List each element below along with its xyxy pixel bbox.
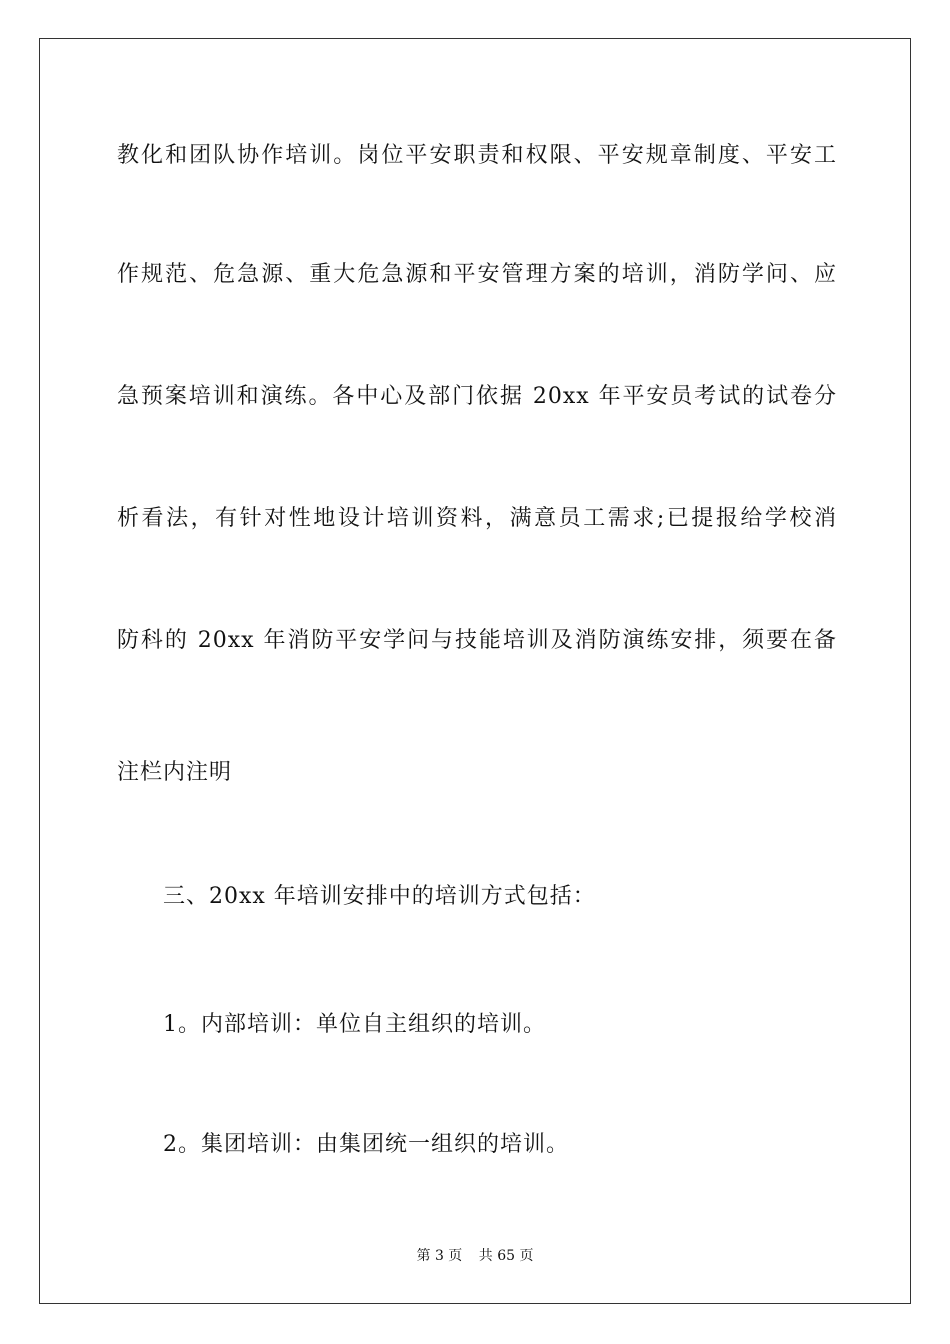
current-page-label: 第 3 页 [416, 1248, 463, 1264]
paragraph-line-1: 教化和团队协作培训。岗位平安职责和权限、平安规章制度、平安工 [117, 143, 837, 168]
page-border [39, 38, 911, 1304]
paragraph-line-4: 析看法，有针对性地设计培训资料，满意员工需求;已提报给学校消 [117, 506, 837, 531]
paragraph-line-2: 作规范、危急源、重大危急源和平安管理方案的培训，消防学问、应 [117, 262, 837, 287]
list-item-1: 1。内部培训：单位自主组织的培训。 [163, 1012, 546, 1037]
list-item-2: 2。集团培训：由集团统一组织的培训。 [163, 1132, 569, 1157]
section-heading: 三、20xx 年培训安排中的培训方式包括： [163, 884, 596, 909]
paragraph-line-3: 急预案培训和演练。各中心及部门依据 20xx 年平安员考试的试卷分 [117, 384, 837, 409]
paragraph-line-6: 注栏内注明 [117, 760, 233, 785]
page-footer [0, 1247, 950, 1265]
paragraph-line-5: 防科的 20xx 年消防平安学问与技能培训及消防演练安排，须要在备 [117, 628, 837, 653]
total-pages-label: 共 65 页 [478, 1248, 534, 1264]
